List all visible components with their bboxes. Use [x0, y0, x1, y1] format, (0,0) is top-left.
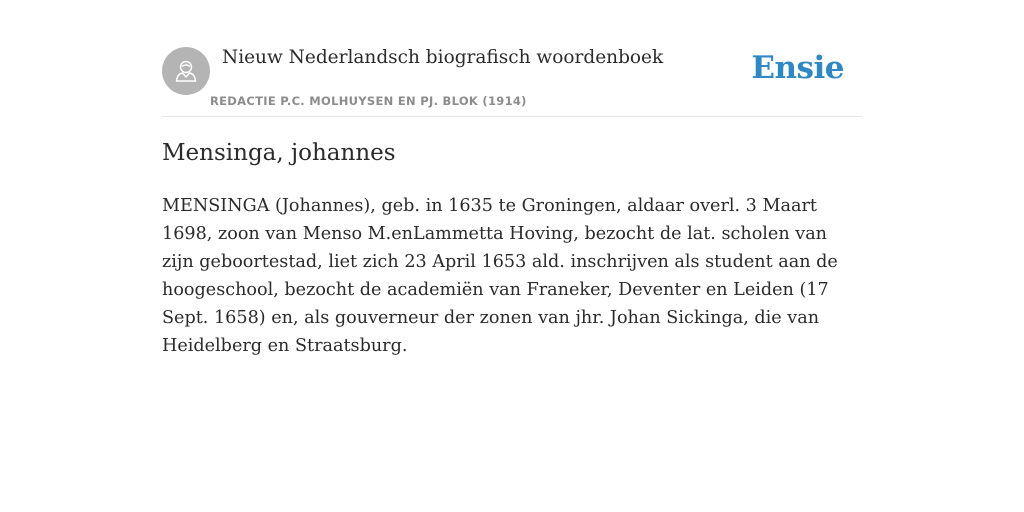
editors-credit: REDACTIE P.C. MOLHUYSEN EN PJ. BLOK (1914) [210, 94, 527, 108]
entry-body: MENSINGA (Johannes), geb. in 1635 te Groningen, aldaar overl. 3 Maart 1698, zoon van Menso M.enLammetta Hoving, bezocht de lat. scholen van zijn geboortestad, liet zich 23 April 1653 ald. inschrijven als student aan de hoogeschool, bezocht de academiën van Franeker, Deventer en Leiden (17 Sept. 1658) en, als gouverneur der zonen van jhr. Johan Sickinga, die van Heidelberg en Straatsburg. [162, 196, 838, 356]
brand-logo-link[interactable]: Ensie [751, 50, 844, 86]
avatar [162, 47, 210, 95]
page-header [162, 46, 862, 117]
entry-title: Mensinga, johannes [162, 140, 396, 166]
book-title[interactable]: Nieuw Nederlandsch biografisch woordenboek [222, 47, 664, 68]
user-icon [171, 56, 201, 86]
